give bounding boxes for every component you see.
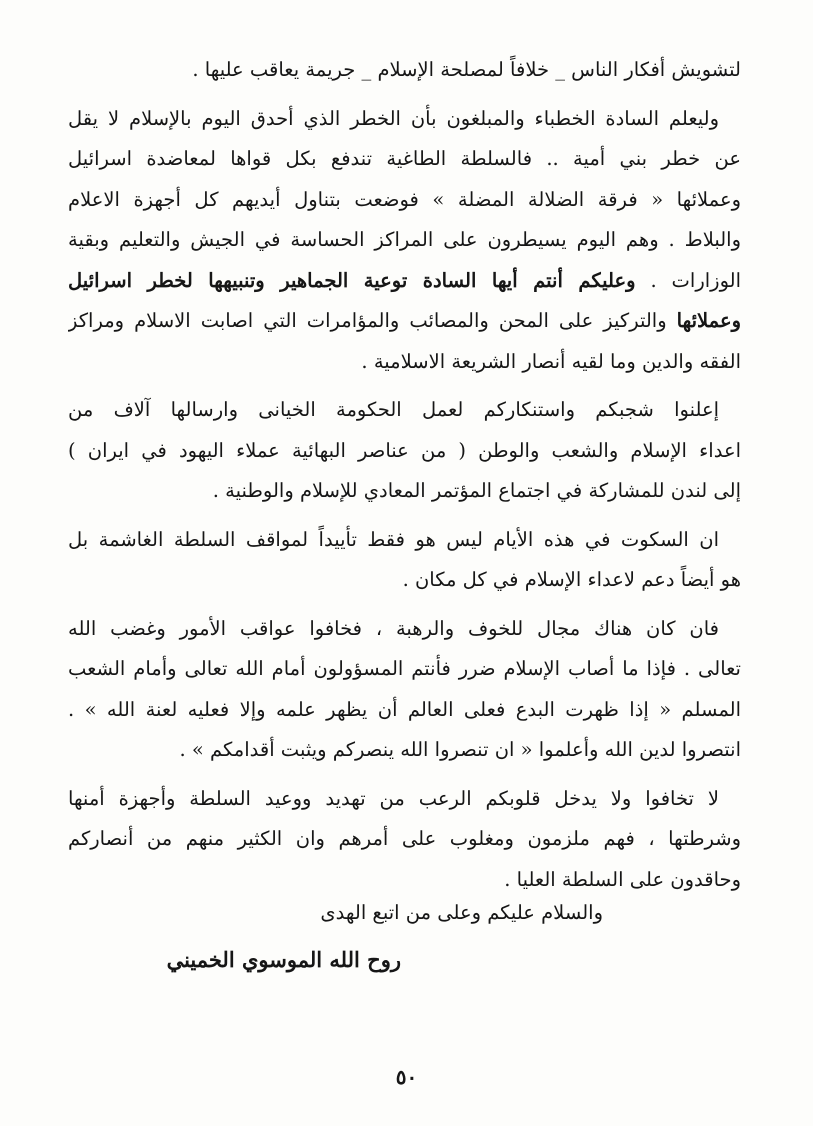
paragraph-gap: [68, 601, 741, 609]
text-line: هو أيضاً دعم لاعداء الإسلام في كل مكان .: [402, 568, 741, 591]
text-line: لا تخافوا ولا يدخل قلوبكم الرعب من تهديد ووعيد السلطة وأجهزة أمنها: [68, 786, 719, 810]
page-number: ٥٠: [395, 1065, 418, 1089]
text-line: لتشويش أفكار الناس _ خلافاً لمصلحة الإسلام _ جريمة يعاقب عليها .: [192, 58, 741, 81]
text-line: الفقه والدين وما لقيه أنصار الشريعة الاسلامية .: [361, 349, 741, 373]
text-line: إلى لندن للمشاركة في اجتماع المؤتمر المعادي للإسلام والوطنية .: [212, 479, 741, 502]
body-text: [68, 50, 741, 900]
text-line: وحاقدون على السلطة العليا .: [504, 867, 741, 891]
text-line: عن خطر بني أمية .. فالسلطة الطاغية تندفع بكل قواها لمعاضدة اسرائيل: [68, 147, 741, 170]
text-segment: والتركيز على المحن والمصائب والمؤامرات التي اصابت الاسلام ومراكز: [68, 309, 667, 332]
text-line: المسلم « إذا ظهرت البدع فعلى العالم أن يظهر علمه وإلا فعليه لعنة الله » .: [68, 697, 741, 721]
text-line: والبلاط . وهم اليوم يسيطرون على المراكز الحساسة في الجيش والتعليم وبقية: [68, 228, 741, 251]
text-line: انتصروا لدين الله وأعلموا « ان تنصروا الله ينصركم ويثبت أقدامكم » .: [179, 738, 741, 761]
text-line: [68, 301, 741, 342]
text-segment: الوزارات .: [650, 268, 741, 292]
paragraph-gap: [68, 771, 741, 779]
paragraph-gap: [68, 91, 741, 99]
paragraph-gap: [68, 382, 741, 390]
text-line: [68, 261, 741, 302]
text-line: تعالى . فإذا ما أصاب الإسلام ضرر فأنتم المسؤولون أمام الله تعالى وأمام الشعب: [68, 657, 741, 680]
text-line: وليعلم السادة الخطباء والمبلغون بأن الخطر الذي أحدق اليوم بالإسلام لا يقل: [68, 106, 719, 130]
bold-text-segment: وعملائها: [676, 309, 741, 332]
paragraph-gap: [68, 512, 741, 520]
text-line: فان كان هناك مجال للخوف والرهبة ، فخافوا عواقب الأمور وغضب الله: [68, 616, 719, 640]
text-line: ان السكوت في هذه الأيام ليس هو فقط تأييداً لمواقف السلطة الغاشمة بل: [68, 527, 719, 551]
text-line: اعداء الإسلام والشعب والوطن ( من عناصر البهائية عملاء اليهود في ايران ): [68, 438, 741, 462]
closing-salutation: والسلام عليكم وعلى من اتبع الهدى: [320, 901, 603, 924]
text-line: وشرطتها ، فهم ملزمون ومغلوب على أمرهم وان الكثير منهم من أنصاركم: [68, 827, 741, 850]
text-line: وعملائها « فرقة الضلالة المضلة » فوضعت بتناول أيديهم كل أجهزة الاعلام: [68, 187, 741, 211]
text-line: إعلنوا شجبكم واستنكاركم لعمل الحكومة الخيانى وارسالها آلاف من: [68, 398, 719, 421]
signature: روح الله الموسوي الخميني: [166, 947, 401, 972]
bold-text-segment: وعليكم أنتم أيها السادة توعية الجماهير وتنبيهها لخطر اسرائيل: [68, 268, 636, 292]
